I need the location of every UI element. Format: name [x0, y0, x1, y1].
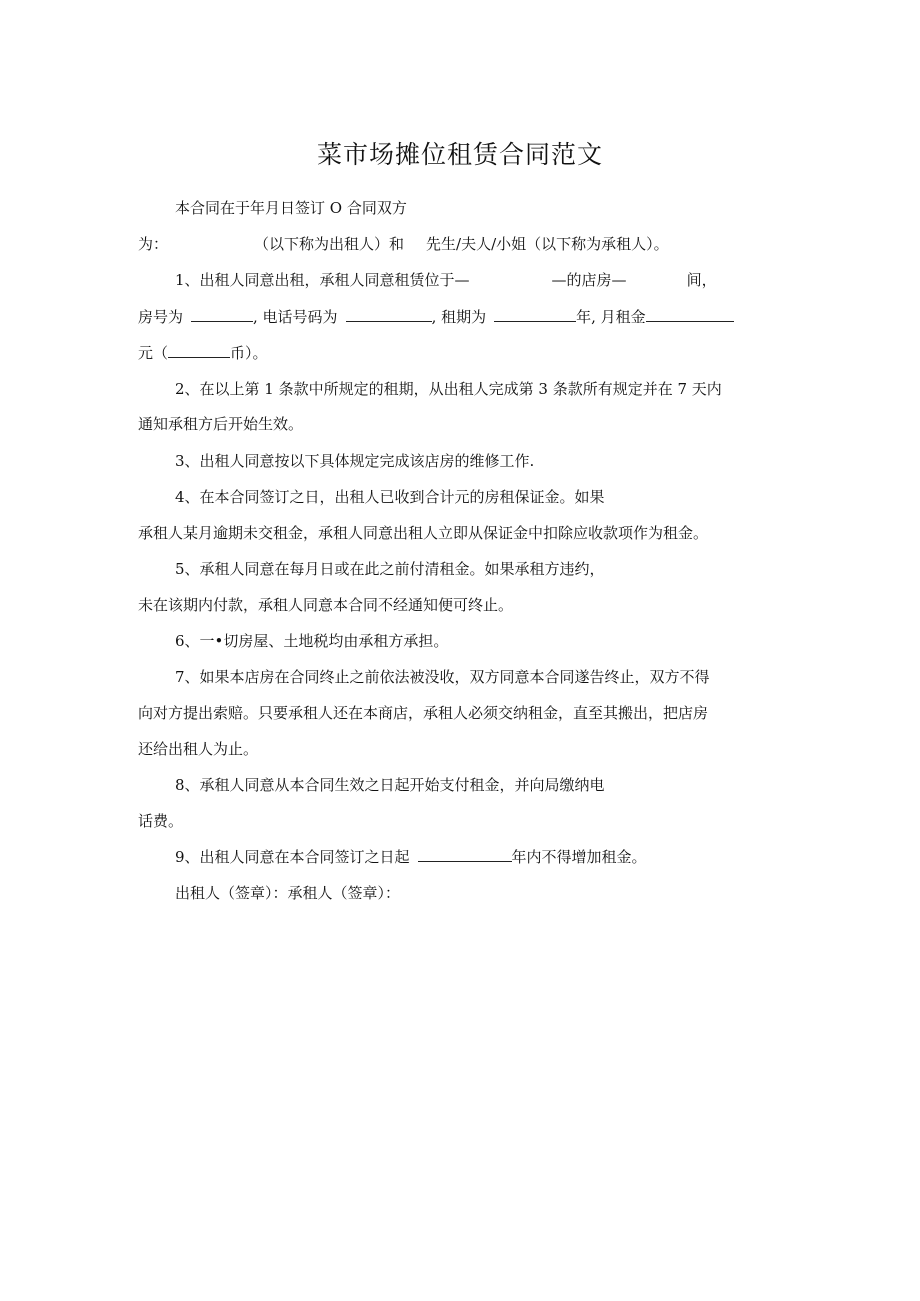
clause-1-text-b: —的店房—	[551, 271, 627, 289]
clause-1-line-2	[138, 306, 734, 328]
clause-1-text-a: 1、出租人同意出租，承租人同意租赁位于—	[175, 271, 470, 289]
clause-1-line-1	[175, 269, 717, 291]
room-number-blank	[191, 307, 253, 322]
clause-9-text-a: 9、出租人同意在本合同签订之日起	[175, 848, 410, 866]
document-title: 菜市场摊位租赁合同范文	[316, 140, 603, 169]
clause-7-line-1: 7、如果本店房在合同终止之前依法被没收，双方同意本合同遂告终止，双方不得	[175, 668, 710, 686]
clause-1-currency-close: 币）。	[230, 344, 268, 362]
intro-line-1: 本合同在于年月日签订 O 合同双方	[175, 199, 407, 217]
currency-blank	[168, 343, 230, 358]
intro-party-label: 为：	[138, 235, 169, 253]
clause-1-text-c: 间，	[686, 271, 717, 289]
phone-number-blank	[346, 307, 432, 322]
clause-4-line-1: 4、在本合同签订之日，出租人已收到合计元的房租保证金。如果	[175, 488, 605, 506]
monthly-rent-blank	[646, 307, 734, 322]
clause-1-term-label: , 租期为	[431, 308, 487, 326]
clause-3-line: 3、出租人同意按以下具体规定完成该店房的维修工作.	[175, 452, 535, 470]
clause-5-line-1: 5、承租人同意在每月日或在此之前付清租金。如果承租方违约，	[175, 560, 605, 578]
intro-line-2	[138, 233, 669, 255]
clause-2-line-2: 通知承租方后开始生效。	[138, 415, 304, 433]
clause-7-line-3: 还给出租人为止。	[138, 740, 259, 758]
clause-9-text-b: 年内不得增加租金。	[511, 848, 647, 866]
intro-lessee-text: 先生/夫人/小姐（以下称为承租人）。	[426, 235, 669, 253]
clause-1-currency-open: 元（	[138, 344, 169, 362]
clause-1-rent-label: 年, 月租金	[576, 308, 646, 326]
clause-8-line-1: 8、承租人同意从本合同生效之日起开始支付租金，并向局缴纳电	[175, 776, 605, 794]
clause-1-phone-label: , 电话号码为	[253, 308, 338, 326]
clause-7-line-2: 向对方提出索赔。只要承租人还在本商店，承租人必须交纳租金，直至其搬出，把店房	[138, 704, 709, 722]
rent-freeze-years-blank	[418, 847, 512, 862]
lease-term-blank	[494, 307, 576, 322]
clause-8-line-2: 话费。	[138, 812, 184, 830]
clause-6-line: 6、一•切房屋、土地税均由承租方承担。	[175, 632, 449, 650]
intro-lessor-text: （以下称为出租人）和	[254, 235, 405, 253]
clause-2-line-1: 2、在以上第 1 条款中所规定的租期，从出租人完成第 3 条款所有规定并在 7 天内	[175, 380, 722, 398]
clause-5-line-2: 未在该期内付款，承租人同意本合同不经通知便可终止。	[138, 596, 514, 614]
clause-1-line-3	[138, 342, 268, 364]
clause-1-room-label: 房号为	[138, 308, 184, 326]
signature-line: 出租人（签章）：承租人（签章）：	[175, 884, 401, 902]
clause-4-line-2: 承租人某月逾期未交租金，承租人同意出租人立即从保证金中扣除应收款项作为租金。	[138, 524, 709, 542]
clause-9-line	[175, 846, 647, 868]
